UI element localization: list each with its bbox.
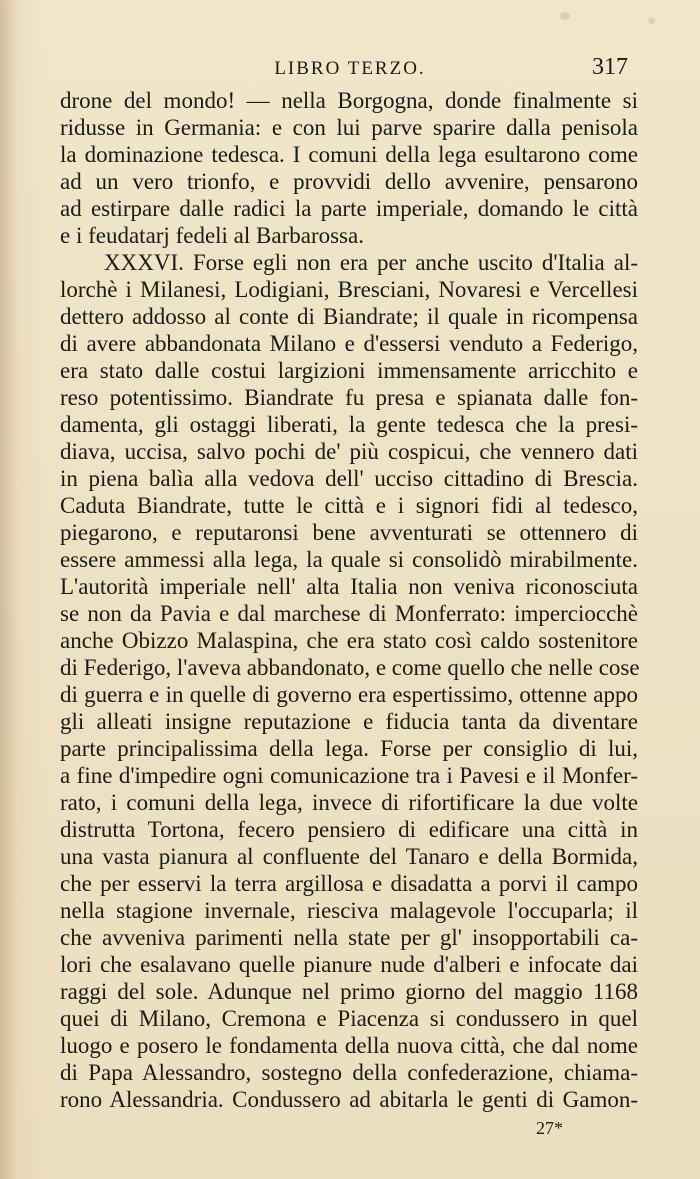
text-line: anche Obizzo Malaspina, che era stato così caldo sostenitore	[60, 628, 638, 653]
text-line: L'autorità imperiale nell' alta Italia non veniva riconosciuta	[60, 574, 638, 599]
text-line: diava, uccisa, salvo pochi de' più cospicui, che vennero dati	[60, 439, 638, 464]
text-line: se non da Pavia e dal marchese di Monferrato: imperciocchè	[60, 601, 638, 626]
text-line: ad estirpare dalle radici la parte imperiale, domando le città	[60, 196, 638, 221]
text-line: rato, i comuni della lega, invece di rifortificare la due volte	[60, 790, 638, 815]
text-line: nella stagione invernale, riesciva malagevole l'occuparla; il	[60, 898, 638, 923]
text-line: una vasta pianura al confluente del Tanaro e della Bormida,	[60, 844, 638, 869]
text-line: e i feudatarj fedeli al Barbarossa.	[60, 223, 364, 248]
text-line: Caduta Biandrate, tutte le città e i signori fidi al tedesco,	[60, 493, 638, 518]
text-line: in piena balìa alla vedova dell' ucciso cittadino di Brescia.	[60, 466, 638, 491]
running-head: LIBRO TERZO.	[274, 58, 426, 79]
text-line: ridusse in Germania: e con lui parve sparire dalla penisola	[60, 115, 638, 140]
body-text	[60, 87, 638, 1113]
text-line: essere ammessi alla lega, la quale si consolidò mirabilmente.	[60, 547, 638, 572]
text-line: ad un vero trionfo, e provvidi dello avvenire, pensarono	[60, 169, 638, 194]
text-line: di Papa Alessandro, sostegno della confederazione, chiama-	[60, 1060, 638, 1085]
paper-stain	[560, 12, 570, 20]
text-line: quei di Milano, Cremona e Piacenza si condussero in quel	[60, 1006, 638, 1031]
text-line: che avveniva parimenti nella state per gl' insopportabili ca-	[60, 925, 638, 950]
text-line: rono Alessandria. Condussero ad abitarla le genti di Gamon-	[60, 1087, 638, 1112]
text-line: la dominazione tedesca. I comuni della lega esultarono come	[60, 142, 638, 167]
section-start-line: XXXVI. Forse egli non era per anche uscito d'Italia al-	[104, 250, 638, 275]
page-header	[60, 54, 640, 88]
text-line: che per esservi la terra argillosa e disadatta a porvi il campo	[60, 871, 638, 896]
text-line: gli alleati insigne reputazione e fiducia tanta da diventare	[60, 709, 638, 734]
text-line: distrutta Tortona, fecero pensiero di edificare una città in	[60, 817, 638, 842]
text-line: lori che esalavano quelle pianure nude d'alberi e infocate dai	[60, 952, 638, 977]
text-line: reso potentissimo. Biandrate fu presa e spianata dalle fon-	[60, 385, 638, 410]
text-line: di guerra e in quelle di governo era espertissimo, ottenne appo	[60, 682, 638, 707]
page-number: 317	[592, 54, 628, 80]
text-line: a fine d'impedire ogni comunicazione tra i Pavesi e il Monfer-	[60, 763, 638, 788]
text-line: parte principalissima della lega. Forse per consiglio di lui,	[60, 736, 638, 761]
signature-mark: 27*	[536, 1118, 563, 1138]
text-line: era stato dalle costui largizioni immensamente arricchito e	[60, 358, 638, 383]
text-line: drone del mondo! — nella Borgogna, donde finalmente si	[60, 88, 638, 113]
text-line: di avere abbandonata Milano e d'essersi venduto a Federigo,	[60, 331, 638, 356]
text-line: luogo e posero le fondamenta della nuova città, che dal nome	[60, 1033, 638, 1058]
paper-stain	[648, 18, 655, 24]
text-line: di Federigo, l'aveva abbandonato, e come quello che nelle cose	[60, 655, 640, 680]
text-line: dettero addosso al conte di Biandrate; il quale in ricompensa	[60, 304, 638, 329]
text-line: piegarono, e reputaronsi bene avventurati se ottennero di	[60, 520, 638, 545]
text-line: damenta, gli ostaggi liberati, la gente tedesca che la presi-	[60, 412, 638, 437]
text-line: raggi del sole. Adunque nel primo giorno del maggio 1168	[60, 979, 638, 1004]
text-line: lorchè i Milanesi, Lodigiani, Bresciani, Novaresi e Vercellesi	[60, 277, 638, 302]
